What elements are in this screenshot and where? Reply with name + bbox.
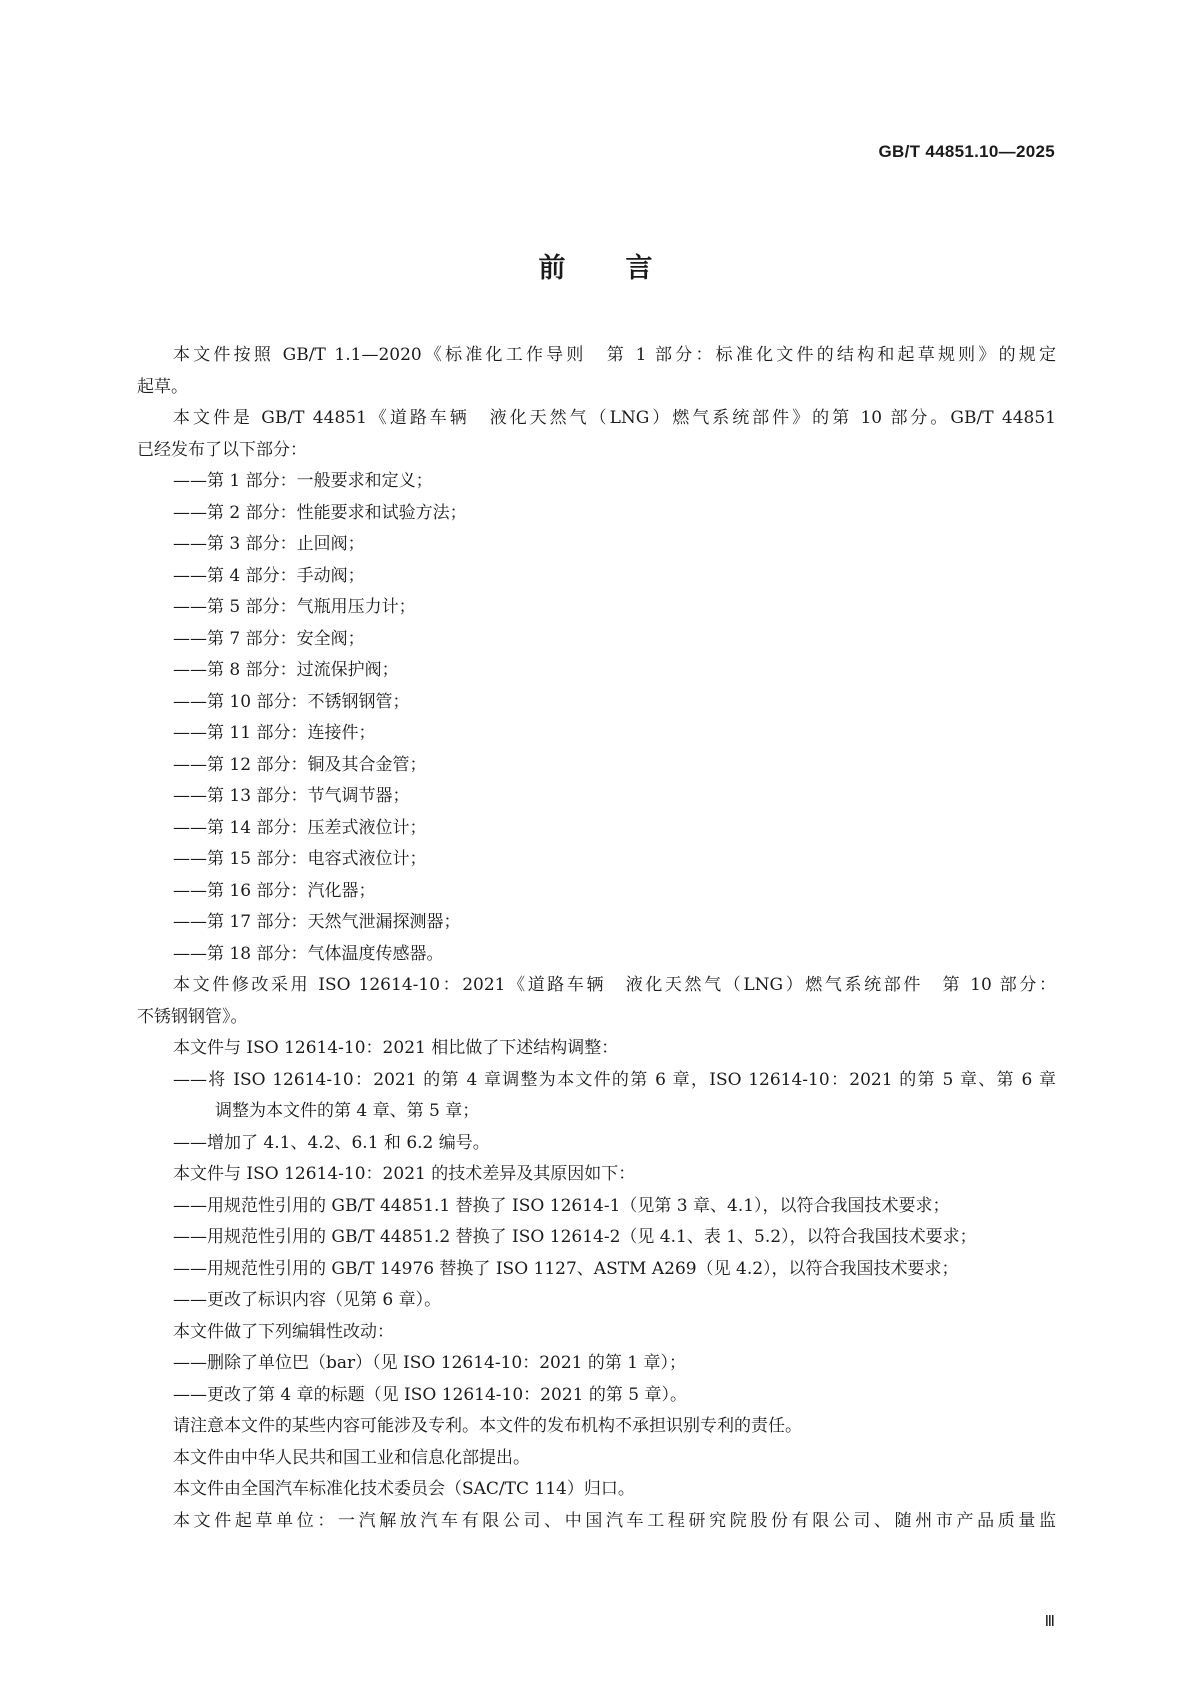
list-item: ——第 14 部分：压差式液位计； [173, 817, 427, 838]
paragraph-line: 本文件与 ISO 12614-10：2021 相比做了下述结构调整： [173, 1038, 619, 1058]
list-item: ——增加了 4.1、4.2、6.1 和 6.2 编号。 [173, 1132, 490, 1153]
list-item: ——第 17 部分：天然气泄漏探测器； [173, 912, 461, 932]
list-item: ——第 8 部分：过流保护阀； [173, 660, 399, 680]
list-item: ——更改了第 4 章的标题（见 ISO 12614-10：2021 的第 5 章）。 [173, 1384, 687, 1405]
list-item: ——用规范性引用的 GB/T 44851.1 替换了 ISO 12614-1（见第 3 章、4.1），以符合我国技术要求； [173, 1195, 950, 1216]
list-item: ——第 5 部分：气瓶用压力计； [173, 597, 416, 617]
list-item: ——第 1 部分：一般要求和定义； [173, 471, 433, 491]
paragraph-line: 本文件是 GB/T 44851《道路车辆 液化天然气（LNG）燃气系统部件》的第 10 部分。GB/T 44851 [173, 408, 1056, 428]
standard-number-header: GB/T 44851.10—2025 [878, 142, 1055, 161]
list-item: ——第 18 部分：气体温度传感器。 [173, 943, 444, 964]
list-item: ——用规范性引用的 GB/T 14976 替换了 ISO 1127、ASTM A269（见 4.2），以符合我国技术要求； [173, 1258, 959, 1279]
list-item: ——第 7 部分：安全阀； [173, 628, 365, 649]
paragraph-line: 本文件做了下列编辑性改动： [173, 1321, 394, 1342]
list-item: ——第 3 部分：止回阀； [173, 534, 365, 554]
list-item: ——第 2 部分：性能要求和试验方法； [173, 502, 467, 523]
paragraph-line: 已经发布了以下部分： [137, 439, 307, 460]
page-title: 前言 [538, 253, 713, 284]
list-item: ——删除了单位巴（bar）（见 ISO 12614-10：2021 的第 1 章）； [173, 1353, 686, 1373]
paragraph-line: 本文件由全国汽车标准化技术委员会（SAC/TC 114）归口。 [173, 1479, 635, 1499]
list-item: ——第 12 部分：铜及其合金管； [173, 754, 427, 775]
paragraph-line: 不锈钢钢管》。 [137, 1006, 248, 1027]
paragraph-line: 请注意本文件的某些内容可能涉及专利。本文件的发布机构不承担识别专利的责任。 [173, 1416, 802, 1436]
paragraph-line: 调整为本文件的第 4 章、第 5 章； [215, 1101, 480, 1121]
page-number: Ⅲ [1044, 1614, 1055, 1630]
list-item: ——第 4 部分：手动阀； [173, 565, 365, 586]
list-item: ——更改了标识内容（见第 6 章）。 [173, 1290, 442, 1310]
paragraph-line: 本文件起草单位：一汽解放汽车有限公司、中国汽车工程研究院股份有限公司、随州市产品质量监 [173, 1510, 1056, 1531]
list-item: ——将 ISO 12614-10：2021 的第 4 章调整为本文件的第 6 章，ISO 12614-10：2021 的第 5 章、第 6 章 [173, 1069, 1056, 1090]
list-item: ——第 13 部分：节气调节器； [173, 786, 410, 806]
paragraph-line: 本文件修改采用 ISO 12614-10：2021《道路车辆 液化天然气（LNG）燃气系统部件 第 10 部分： [173, 975, 1056, 995]
paragraph-line: 起草。 [137, 376, 188, 397]
list-item: ——第 15 部分：电容式液位计； [173, 849, 427, 869]
paragraph-line: 本文件按照 GB/T 1.1—2020《标准化工作导则 第 1 部分：标准化文件的结构和起草规则》的规定 [173, 345, 1056, 365]
paragraph-line: 本文件由中华人民共和国工业和信息化部提出。 [173, 1447, 530, 1468]
list-item: ——第 10 部分：不锈钢钢管； [173, 691, 410, 712]
list-item: ——第 16 部分：汽化器； [173, 880, 376, 901]
list-item: ——用规范性引用的 GB/T 44851.2 替换了 ISO 12614-2（见 4.1、表 1、5.2），以符合我国技术要求； [173, 1227, 977, 1247]
list-item: ——第 11 部分：连接件； [173, 723, 376, 743]
foreword-body [137, 340, 1056, 1537]
paragraph-line: 本文件与 ISO 12614-10：2021 的技术差异及其原因如下： [173, 1164, 636, 1184]
